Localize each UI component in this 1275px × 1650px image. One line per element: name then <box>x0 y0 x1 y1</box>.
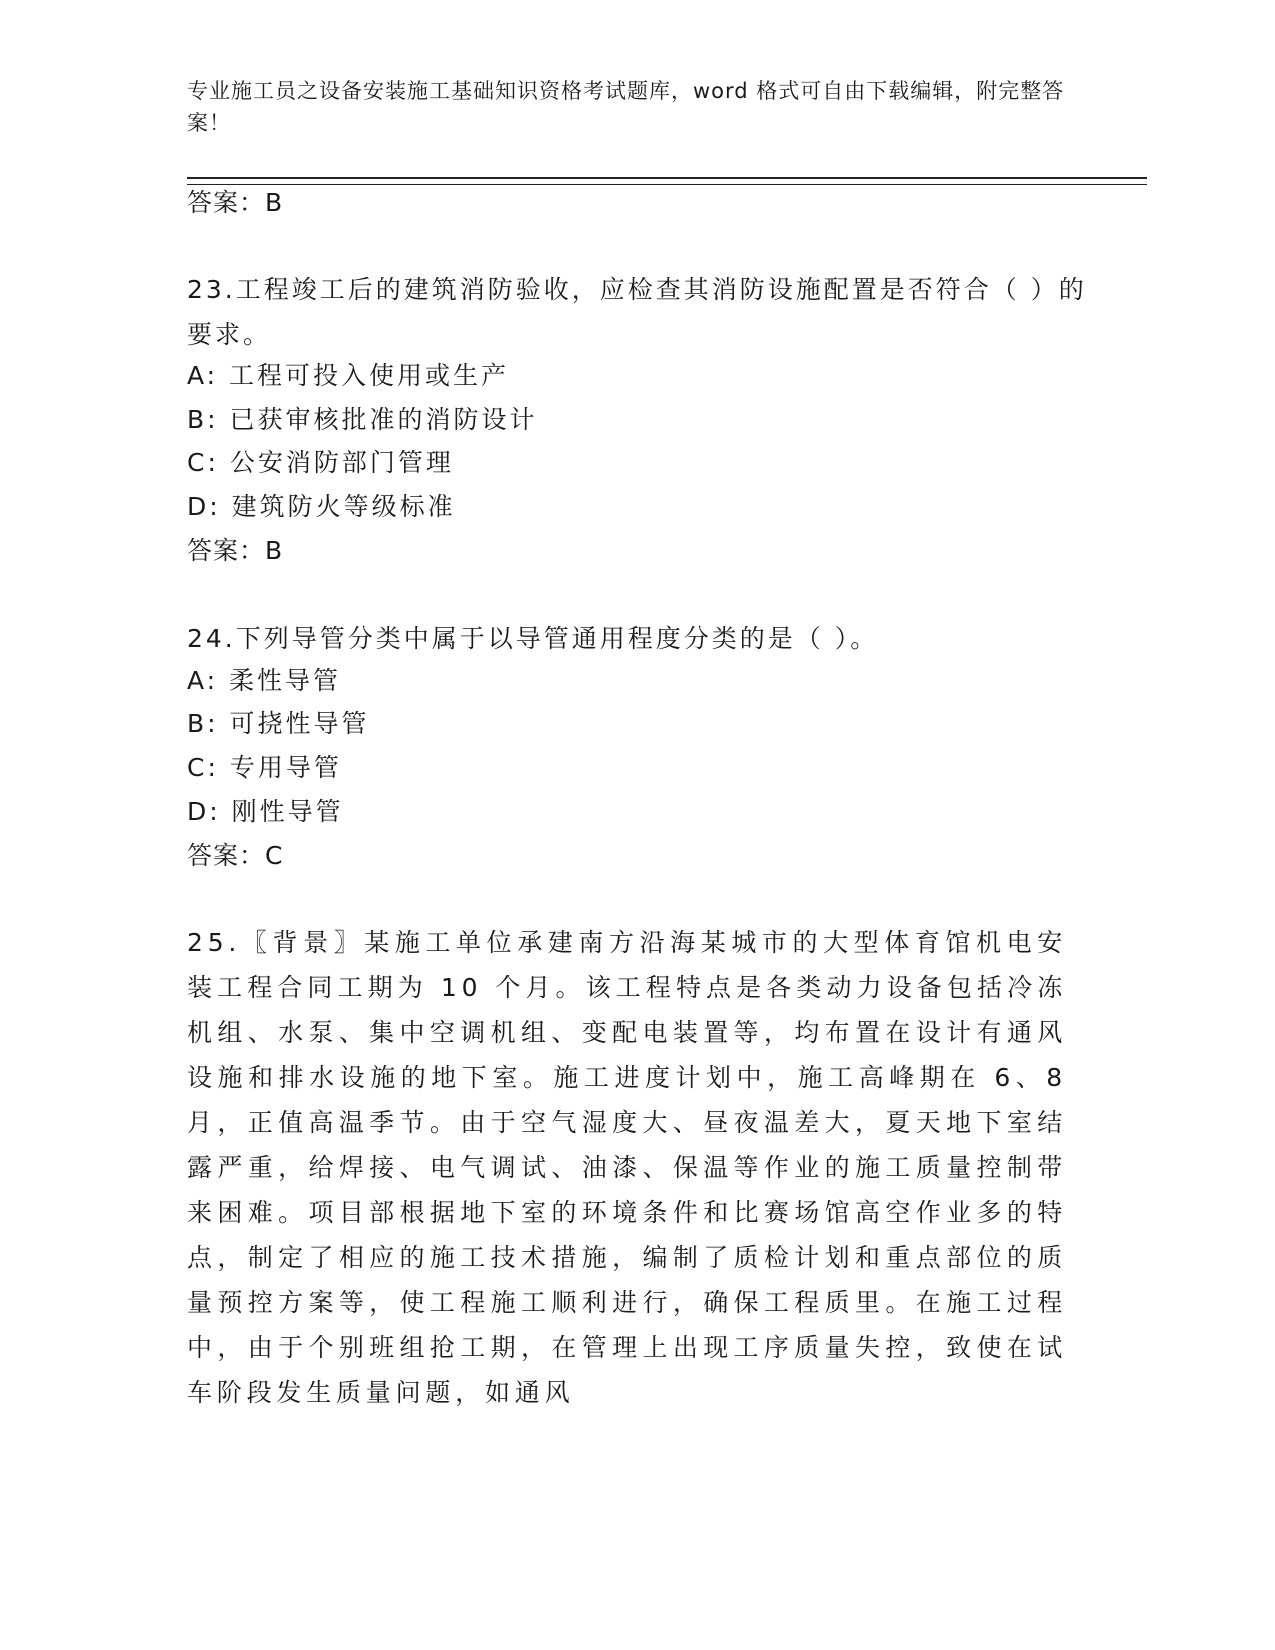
question-23-option-a: A: 工程可投入使用或生产 <box>187 361 510 390</box>
question-23-option-b: B: 已获审核批准的消防设计 <box>187 405 538 434</box>
question-23-text: 23.工程竣工后的建筑消防验收，应检查其消防设施配置是否符合（ ）的要求。 <box>187 275 1087 349</box>
question-24-option-a: A: 柔性导管 <box>187 666 342 695</box>
previous-answer: 答案：B <box>187 188 284 217</box>
question-23-option-c: C: 公安消防部门管理 <box>187 448 454 477</box>
question-25-text: 25.〖背景〗某施工单位承建南方沿海某城市的大型体育馆机电安装工程合同工期为 10 个月。该工程特点是各类动力设备包括冷冻机组、水泵、集中空调机组、变配电装置等，均布置在设计有通风设施和排水设施的地下室。施工进度计划中，施工高峰期在 6、8 月，正值高温季节。由于空气湿度大、昼夜温差大，夏天地下室结露严重，给焊接、电气调试、油漆、保温等作业的施工质量控制带来困难。项目部根据地下室的环境条件和比赛场馆高空作业多的特点，制定了相应的施工技术措施，编制了质检计划和重点部位的质量预控方案等，使工程施工顺利进行，确保工程质里。在施工过程中，由于个别班组抢工期，在管理上出现工序质量失控，致使在试车阶段发生质量问题，如通风 <box>187 928 1067 1407</box>
question-24-option-c: C: 专用导管 <box>187 753 342 782</box>
header-divider <box>187 177 1147 185</box>
page-header-text: 专业施工员之设备安装施工基础知识资格考试题库，word 格式可自由下载编辑，附完整答案！ <box>187 79 1065 135</box>
question-24-option-d: D: 刚性导管 <box>187 797 344 826</box>
question-23-answer: 答案：B <box>187 536 284 565</box>
question-24-text: 24.下列导管分类中属于以导管通用程度分类的是（ ）。 <box>187 624 879 653</box>
question-24-answer: 答案：C <box>187 841 284 870</box>
question-24-option-b: B: 可挠性导管 <box>187 709 370 738</box>
question-23-option-d: D: 建筑防火等级标准 <box>187 492 456 521</box>
